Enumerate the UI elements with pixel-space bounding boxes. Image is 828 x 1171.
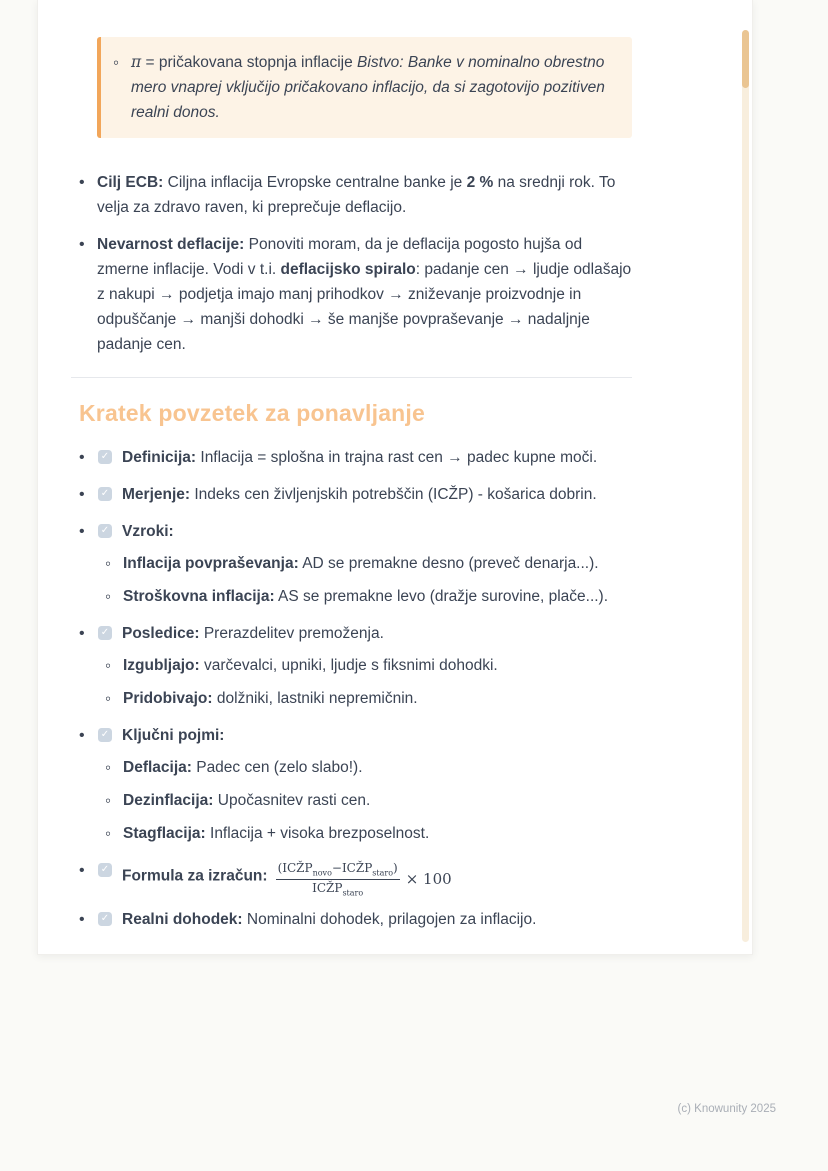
item-text: Inflacija = splošna in trajna rast cen → padec kupne moči. [196, 449, 598, 466]
item-label: Ključni pojmi: [122, 727, 225, 744]
checklist-item [79, 519, 632, 609]
checkbox-icon[interactable] [98, 450, 112, 464]
item-label: Deflacija: [123, 759, 192, 776]
item-label: Pridobivajo: [123, 690, 213, 707]
sub-list [105, 653, 632, 711]
section-heading: Kratek povzetek za ponavljanje [79, 400, 426, 426]
bullet-bold: 2 % [466, 174, 494, 191]
bullet-icon: • [79, 486, 85, 503]
circle-bullet-icon: ◦ [105, 587, 112, 606]
item-text: Prerazdelitev premoženja. [199, 625, 384, 642]
check-icon: ✓ [100, 729, 110, 740]
item-label: Realni dohodek: [122, 910, 243, 928]
item-label: Stroškovna inflacija: [123, 588, 275, 605]
formula-subscript: staro [372, 868, 394, 878]
pi-symbol: π [131, 53, 142, 71]
checklist-item [79, 723, 632, 846]
checklist-item [79, 858, 632, 898]
bullet-body: : padanje cen → ljudje odlašajo z nakupi → podjetja imajo manj prihodkov → zniževanje proizvodnje in odpuščanje → manjši dohodki → še manjše povpraševanje → nadaljnje padanje cen. [97, 261, 632, 353]
item-label: Merjenje: [122, 486, 191, 503]
sub-list [105, 755, 632, 846]
checklist-item [79, 445, 632, 470]
bullet-body: Ponoviti moram, da je deflacija pogosto hujša od zmerne inflacije. Vodi v t.i. [97, 236, 583, 278]
callout-box [97, 37, 632, 138]
item-text: Inflacija + visoka brezposelnost. [205, 825, 430, 842]
circle-bullet-icon: ◦ [105, 656, 112, 675]
check-icon: ✓ [100, 912, 110, 924]
callout-text [131, 50, 618, 125]
item-text: AD se premakne desno (preveč denarja...). [298, 555, 599, 572]
item-text: dolžniki, lastniki nepremičnin. [212, 690, 418, 707]
callout-text-regular: = pričakovana stopnja inflacije [141, 54, 358, 71]
circle-bullet-icon: ◦ [105, 758, 112, 777]
circle-bullet-icon: ◦ [105, 554, 112, 573]
sub-list-item [105, 584, 632, 609]
item-text: varčevalci, upniki, ljudje s fiksnimi dohodki. [199, 657, 498, 674]
circle-bullet-icon: ◦ [105, 791, 112, 810]
checklist-item [79, 907, 632, 932]
sub-list-item [105, 686, 632, 711]
bullet-body: Ciljna inflacija Evropske centralne banke je [163, 174, 467, 191]
item-text: Padec cen (zelo slabo!). [191, 759, 363, 776]
section-divider [71, 377, 632, 378]
bullet-icon: • [79, 174, 85, 191]
formula-subscript: novo [312, 868, 332, 878]
document-content [38, 0, 752, 932]
sub-list-item [105, 788, 632, 813]
check-icon: ✓ [100, 864, 110, 875]
bullet-icon: • [79, 727, 85, 744]
callout-list-item [113, 50, 618, 125]
check-icon: ✓ [100, 627, 110, 638]
formula-subscript: staro [342, 888, 364, 898]
formula [276, 861, 452, 898]
document-page [37, 0, 753, 955]
checkbox-icon[interactable] [98, 912, 112, 926]
bullet-text [97, 232, 632, 357]
formula-denominator: $ICŽP_{staro}$ [276, 879, 400, 898]
check-icon: ✓ [100, 488, 110, 499]
formula-times: × 100 [405, 869, 452, 888]
bullet-bold: deflacijsko spiralo [280, 261, 416, 278]
item-label: Formula za izračun: [122, 867, 268, 885]
bullet-icon: • [79, 236, 85, 253]
callout-text-italic: Bistvo: Banke v nominalno obrestno mero vnaprej vključijo pričakovano inflacijo, da si zagotovijo pozitiven realni donos. [131, 54, 605, 121]
bullet-icon: • [79, 862, 85, 879]
bullet-text [97, 170, 632, 220]
sub-list-item [105, 653, 632, 678]
checkbox-icon[interactable] [98, 626, 112, 640]
list-item [79, 232, 632, 357]
item-text: AS se premakne levo (dražje surovine, plače...). [274, 588, 609, 605]
item-label: Stagflacija: [123, 825, 206, 842]
bullet-body: na srednji rok. To velja za zdravo raven, ki preprečuje deflacijo. [97, 174, 616, 216]
copyright-text: (c) Knowunity 2025 [677, 1103, 776, 1115]
circle-bullet-icon: ◦ [105, 689, 112, 708]
formula-numerator: $(ICŽP_{novo}-ICŽP_{staro})$ [277, 861, 398, 878]
item-text: Nominalni dohodek, prilagojen za inflacijo. [242, 910, 537, 928]
bullet-label: Cilj ECB: [97, 174, 164, 191]
sub-list [105, 551, 632, 609]
circle-bullet-icon: ◦ [105, 824, 112, 843]
check-icon: ✓ [100, 525, 110, 536]
sub-list-item [105, 755, 632, 780]
bullet-icon: • [79, 523, 85, 540]
checkbox-icon[interactable] [98, 863, 112, 877]
scrollbar-track[interactable] [742, 30, 749, 942]
item-label: Inflacija povpraševanja: [123, 555, 299, 572]
item-label: Posledice: [122, 625, 200, 642]
item-text: Upočasnitev rasti cen. [213, 792, 371, 809]
sub-list-item [105, 821, 632, 846]
checklist-item [79, 621, 632, 711]
checkbox-icon[interactable] [98, 524, 112, 538]
bullet-icon: • [79, 625, 85, 642]
item-text: Indeks cen življenjskih potrebščin (ICŽP) - košarica dobrin. [190, 486, 597, 503]
formula-fraction [276, 861, 400, 898]
sub-list-item [105, 551, 632, 576]
check-icon: ✓ [100, 451, 110, 462]
bullet-icon: • [79, 449, 85, 466]
checkbox-icon[interactable] [98, 487, 112, 501]
list-item [79, 170, 632, 220]
checklist-item [79, 482, 632, 507]
item-label: Vzroki: [122, 523, 174, 540]
item-label: Dezinflacija: [123, 792, 214, 809]
item-label: Izgubljajo: [123, 657, 200, 674]
scrollbar-thumb[interactable] [742, 30, 749, 88]
bullet-label: Nevarnost deflacije: [97, 236, 245, 253]
checkbox-icon[interactable] [98, 728, 112, 742]
bullet-list [79, 170, 632, 357]
item-label: Definicija: [122, 449, 197, 466]
checklist [79, 445, 632, 932]
bullet-icon: • [79, 910, 85, 928]
circle-bullet-icon: ◦ [113, 53, 120, 72]
